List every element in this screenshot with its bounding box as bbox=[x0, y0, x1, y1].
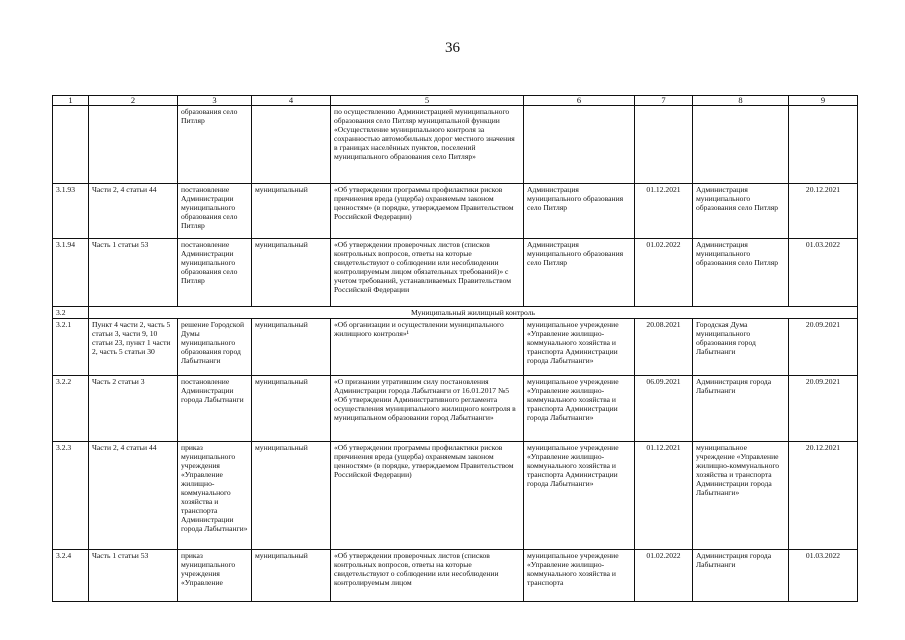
draft-date-cell: 06.09.2021 bbox=[635, 376, 693, 442]
table-row bbox=[53, 239, 858, 307]
approver-cell: Администрация города Лабытнанги bbox=[693, 376, 789, 442]
legal-basis-cell: Части 2, 4 статьи 44 bbox=[89, 442, 178, 550]
header-cell: 5 bbox=[331, 96, 524, 106]
table-header-row bbox=[53, 96, 858, 106]
item-number-cell: 3.1.94 bbox=[53, 239, 89, 307]
act-level-cell: муниципальный bbox=[252, 550, 331, 602]
table-row bbox=[53, 376, 858, 442]
developer-cell: Администрация муниципального образования село Питляр bbox=[524, 239, 635, 307]
developer-cell: муниципальное учреждение «Управление жилищно-коммунального хозяйства и транспорта Администрации города Лабытнанги» bbox=[524, 319, 635, 376]
draft-date-cell: 01.12.2021 bbox=[635, 442, 693, 550]
adoption-date-cell: 01.03.2022 bbox=[789, 239, 858, 307]
header-cell: 9 bbox=[789, 96, 858, 106]
table-row bbox=[53, 550, 858, 602]
act-type-cell: постановление Администрации города Лабытнанги bbox=[178, 376, 252, 442]
act-level-cell: муниципальный bbox=[252, 184, 331, 239]
header-cell: 1 bbox=[53, 96, 89, 106]
table-row bbox=[53, 106, 858, 184]
adoption-date-cell: 20.09.2021 bbox=[789, 376, 858, 442]
act-type-cell: постановление Администрации муниципального образования село Питляр bbox=[178, 184, 252, 239]
approver-cell: Городская Дума муниципального образования город Лабытнанги bbox=[693, 319, 789, 376]
draft-date-cell: 01.02.2022 bbox=[635, 239, 693, 307]
item-number-cell: 3.2.3 bbox=[53, 442, 89, 550]
table-row bbox=[53, 184, 858, 239]
approver-cell: Администрация муниципального образования село Питляр bbox=[693, 184, 789, 239]
legal-basis-cell: Части 2, 4 статьи 44 bbox=[89, 184, 178, 239]
item-number-cell: 3.2.1 bbox=[53, 319, 89, 376]
page-number: 36 bbox=[445, 40, 460, 56]
section-number: 3.2 bbox=[53, 307, 89, 319]
item-number-cell: 3.2.2 bbox=[53, 376, 89, 442]
developer-cell: Администрация муниципального образования село Питляр bbox=[524, 184, 635, 239]
legal-basis-cell bbox=[89, 106, 178, 184]
act-level-cell: муниципальный bbox=[252, 376, 331, 442]
act-type-cell: образования село Питляр bbox=[178, 106, 252, 184]
table-row bbox=[53, 319, 858, 376]
header-cell: 8 bbox=[693, 96, 789, 106]
draft-date-cell: 01.12.2021 bbox=[635, 184, 693, 239]
act-type-cell: решение Городской Думы муниципального образования город Лабытнанги bbox=[178, 319, 252, 376]
adoption-date-cell: 20.09.2021 bbox=[789, 319, 858, 376]
draft-date-cell: 20.08.2021 bbox=[635, 319, 693, 376]
act-level-cell: муниципальный bbox=[252, 239, 331, 307]
adoption-date-cell: 20.12.2021 bbox=[789, 184, 858, 239]
item-number-cell: 3.1.93 bbox=[53, 184, 89, 239]
header-cell: 6 bbox=[524, 96, 635, 106]
header-cell: 4 bbox=[252, 96, 331, 106]
header-cell: 2 bbox=[89, 96, 178, 106]
developer-cell bbox=[524, 106, 635, 184]
act-level-cell: муниципальный bbox=[252, 319, 331, 376]
act-type-cell: постановление Администрации муниципального образования село Питляр bbox=[178, 239, 252, 307]
developer-cell: муниципальное учреждение «Управление жилищно-коммунального хозяйства и транспорта Администрации города Лабытнанги» bbox=[524, 442, 635, 550]
draft-date-cell bbox=[635, 106, 693, 184]
legal-basis-cell: Часть 1 статьи 53 bbox=[89, 550, 178, 602]
developer-cell: муниципальное учреждение «Управление жилищно-коммунального хозяйства и транспорта Администрации города Лабытнанги» bbox=[524, 376, 635, 442]
act-title-cell: «Об утверждении программы профилактики рисков причинения вреда (ущерба) охраняемым законом ценностям» (в порядке, утверждаемом Правительством Российской Федерации) bbox=[331, 442, 524, 550]
legal-basis-cell: Часть 1 статьи 53 bbox=[89, 239, 178, 307]
act-level-cell bbox=[252, 106, 331, 184]
header-cell: 3 bbox=[178, 96, 252, 106]
adoption-date-cell bbox=[789, 106, 858, 184]
act-type-cell: приказ муниципального учреждения «Управление bbox=[178, 550, 252, 602]
table-body bbox=[53, 96, 858, 602]
section-title: Муниципальный жилищный контроль bbox=[89, 307, 858, 319]
act-title-cell: «Об утверждении проверочных листов (списков контрольных вопросов, ответы на которые свидетельствуют о соблюдении или несоблюдении контролируемым лицом bbox=[331, 550, 524, 602]
act-title-cell: «О признании утратившим силу постановления Администрации города Лабытнанги от 16.01.2017 №5 «Об утверждении Административного регламента осуществления муниципального жилищного контроля в муниципальном образовании город Лабытнанги» bbox=[331, 376, 524, 442]
approver-cell: муниципальное учреждение «Управление жилищно-коммунального хозяйства и транспорта Администрации города Лабытнанги» bbox=[693, 442, 789, 550]
legal-basis-cell: Часть 2 статьи 3 bbox=[89, 376, 178, 442]
act-type-cell: приказ муниципального учреждения «Управление жилищно-коммунального хозяйства и транспорта Администрации города Лабытнанги» bbox=[178, 442, 252, 550]
header-cell: 7 bbox=[635, 96, 693, 106]
act-level-cell: муниципальный bbox=[252, 442, 331, 550]
act-title-cell: «Об утверждении программы профилактики рисков причинения вреда (ущерба) охраняемым законом ценностям» (в порядке, утверждаемом Правительством Российской Федерации) bbox=[331, 184, 524, 239]
developer-cell: муниципальное учреждение «Управление жилищно-коммунального хозяйства и транспорта bbox=[524, 550, 635, 602]
section-row bbox=[53, 307, 858, 319]
approver-cell: Администрация города Лабытнанги bbox=[693, 550, 789, 602]
act-title-cell: по осуществлению Администрацией муниципального образования село Питляр муниципальной функции «Осуществление муниципального контроля за сохранностью автомобильных дорог местного значения в границах населённых пунктов, поселений муниципального образования село Питляр» bbox=[331, 106, 524, 184]
table-row bbox=[53, 442, 858, 550]
approver-cell: Администрация муниципального образования село Питляр bbox=[693, 239, 789, 307]
item-number-cell bbox=[53, 106, 89, 184]
act-title-cell: «Об организации и осуществлении муниципального жилищного контроля»¹ bbox=[331, 319, 524, 376]
draft-date-cell: 01.02.2022 bbox=[635, 550, 693, 602]
approver-cell bbox=[693, 106, 789, 184]
legal-basis-cell: Пункт 4 части 2, часть 5 статьи 3, части 9, 10 статьи 23, пункт 1 части 2, часть 5 статьи 30 bbox=[89, 319, 178, 376]
adoption-date-cell: 20.12.2021 bbox=[789, 442, 858, 550]
adoption-date-cell: 01.03.2022 bbox=[789, 550, 858, 602]
regulations-table bbox=[52, 95, 858, 602]
item-number-cell: 3.2.4 bbox=[53, 550, 89, 602]
act-title-cell: «Об утверждении проверочных листов (списков контрольных вопросов, ответы на которые свидетельствуют о соблюдении или несоблюдении контролируемым лицом обязательных требований)» с учетом требований, устанавливаемых Правительством Российской Федерации bbox=[331, 239, 524, 307]
